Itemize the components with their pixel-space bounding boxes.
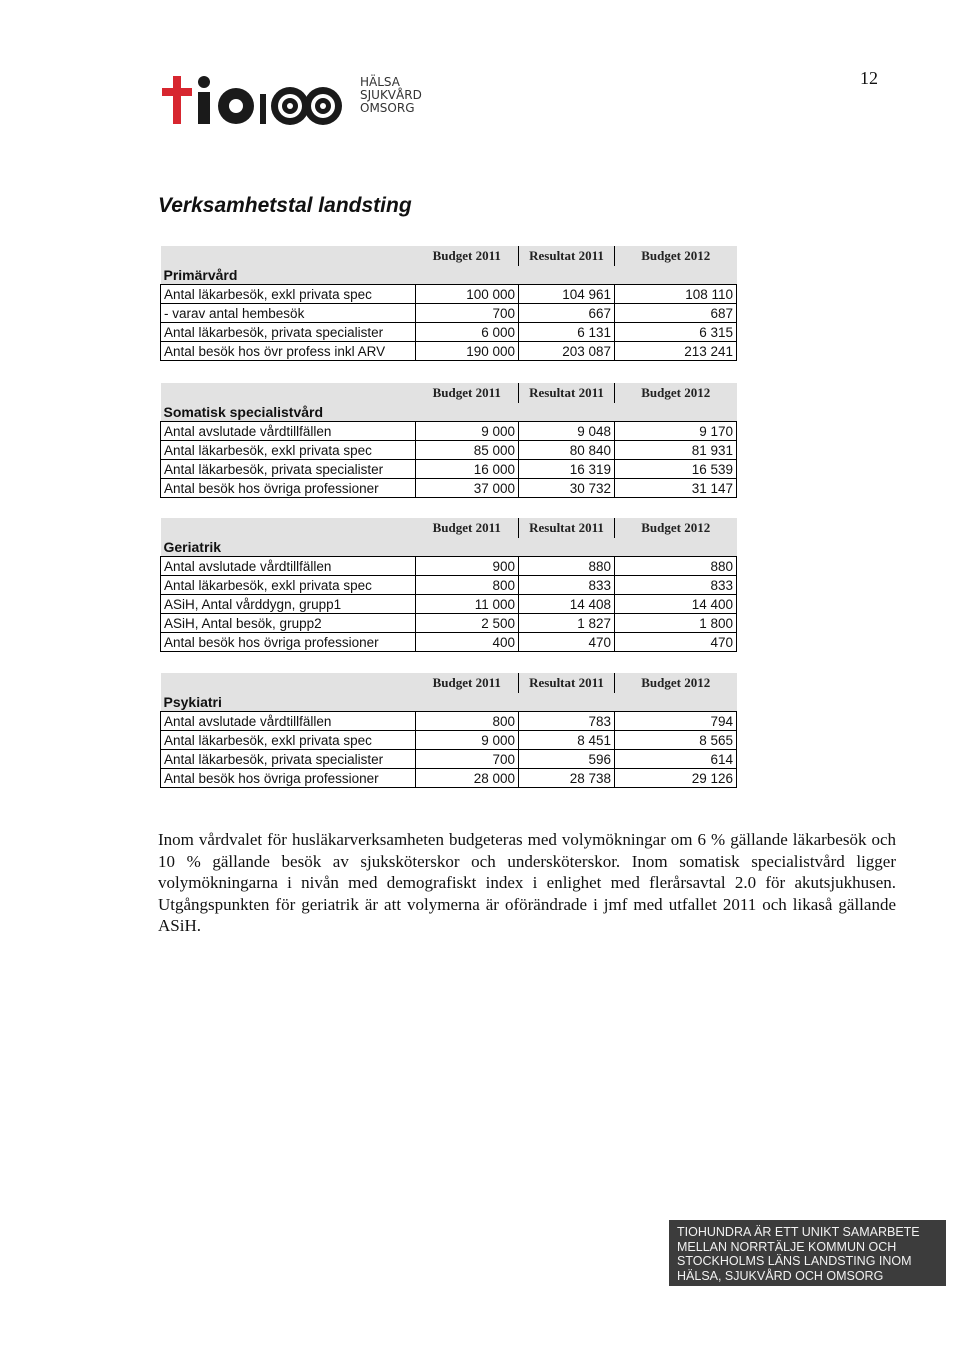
section-title-row [161, 266, 737, 285]
column-header: Budget 2011 [416, 518, 519, 538]
cell-budget-2012: 880 [615, 557, 737, 576]
cell-resultat-2011: 80 840 [519, 441, 615, 460]
section-psykiatri [160, 673, 736, 788]
row-label: Antal besök hos övriga professioner [161, 633, 416, 652]
cell-resultat-2011: 30 732 [519, 479, 615, 498]
cell-budget-2011: 900 [416, 557, 519, 576]
page-number: 12 [860, 68, 878, 88]
column-header: Resultat 2011 [519, 518, 615, 538]
cell-budget-2011: 9 000 [416, 422, 519, 441]
cell-budget-2011: 100 000 [416, 285, 519, 304]
table-row [161, 614, 737, 633]
row-label: Antal avslutade vårdtillfällen [161, 422, 416, 441]
logo-tagline-line: HÄLSA [360, 75, 400, 89]
table-row [161, 441, 737, 460]
cell-budget-2012: 16 539 [615, 460, 737, 479]
row-label: Antal avslutade vårdtillfällen [161, 557, 416, 576]
table-row [161, 422, 737, 441]
table-row [161, 342, 737, 361]
cell-budget-2012: 81 931 [615, 441, 737, 460]
footer-line: TIOHUNDRA ÄR ETT UNIKT SAMARBETE [677, 1225, 920, 1239]
cell-budget-2011: 800 [416, 712, 519, 731]
footer-box [669, 1220, 946, 1286]
cell-budget-2012: 1 800 [615, 614, 737, 633]
cell-budget-2011: 9 000 [416, 731, 519, 750]
table-row [161, 769, 737, 788]
cell-budget-2012: 108 110 [615, 285, 737, 304]
table-row [161, 576, 737, 595]
cell-budget-2012: 687 [615, 304, 737, 323]
cell-resultat-2011: 203 087 [519, 342, 615, 361]
section-title-row [161, 403, 737, 422]
column-header: Budget 2011 [416, 246, 519, 266]
cell-budget-2011: 400 [416, 633, 519, 652]
cell-resultat-2011: 16 319 [519, 460, 615, 479]
cell-resultat-2011: 596 [519, 750, 615, 769]
tiohundra-logo [160, 66, 440, 136]
cell-resultat-2011: 14 408 [519, 595, 615, 614]
row-label: Antal läkarbesök, privata specialister [161, 750, 416, 769]
cell-budget-2011: 800 [416, 576, 519, 595]
data-table [160, 673, 737, 788]
tiohundra-logo-mark-icon [160, 66, 360, 136]
header-blank [161, 383, 416, 403]
cell-budget-2012: 833 [615, 576, 737, 595]
column-header: Budget 2012 [615, 383, 737, 403]
cell-budget-2011: 190 000 [416, 342, 519, 361]
footer-line: MELLAN NORRTÄLJE KOMMUN OCH [677, 1239, 897, 1254]
cell-budget-2011: 16 000 [416, 460, 519, 479]
column-header: Resultat 2011 [519, 673, 615, 693]
cell-budget-2011: 6 000 [416, 323, 519, 342]
data-table [160, 246, 737, 361]
table-row [161, 633, 737, 652]
cell-resultat-2011: 470 [519, 633, 615, 652]
column-header: Budget 2011 [416, 383, 519, 403]
cell-budget-2012: 9 170 [615, 422, 737, 441]
column-header: Budget 2012 [615, 518, 737, 538]
cell-resultat-2011: 783 [519, 712, 615, 731]
section-title: Geriatrik [161, 538, 416, 557]
cell-resultat-2011: 28 738 [519, 769, 615, 788]
table-row [161, 479, 737, 498]
section-somatisk-specialistvard [160, 383, 736, 498]
cell-budget-2012: 470 [615, 633, 737, 652]
table-row [161, 304, 737, 323]
row-label: Antal läkarbesök, privata specialister [161, 460, 416, 479]
row-label: ASiH, Antal vårddygn, grupp1 [161, 595, 416, 614]
table-row [161, 731, 737, 750]
cell-resultat-2011: 104 961 [519, 285, 615, 304]
cell-budget-2011: 2 500 [416, 614, 519, 633]
column-header: Resultat 2011 [519, 246, 615, 266]
row-label: Antal avslutade vårdtillfällen [161, 712, 416, 731]
section-title: Psykiatri [161, 693, 416, 712]
table-row [161, 557, 737, 576]
section-title: Somatisk specialistvård [161, 403, 416, 422]
header-blank [161, 246, 416, 266]
section-title-row [161, 693, 737, 712]
data-table [160, 518, 737, 652]
cell-resultat-2011: 1 827 [519, 614, 615, 633]
table-row [161, 285, 737, 304]
section-title: Primärvård [161, 266, 416, 285]
cell-resultat-2011: 667 [519, 304, 615, 323]
table-header-row [161, 518, 737, 538]
cell-budget-2012: 8 565 [615, 731, 737, 750]
table-row [161, 460, 737, 479]
cell-resultat-2011: 9 048 [519, 422, 615, 441]
column-header: Budget 2012 [615, 246, 737, 266]
cell-budget-2012: 213 241 [615, 342, 737, 361]
footer-line: HÄLSA, SJUKVÅRD OCH OMSORG [677, 1268, 884, 1283]
table-header-row [161, 246, 737, 266]
header-blank [161, 518, 416, 538]
cell-budget-2012: 614 [615, 750, 737, 769]
cell-budget-2012: 6 315 [615, 323, 737, 342]
cell-budget-2012: 29 126 [615, 769, 737, 788]
row-label: - varav antal hembesök [161, 304, 416, 323]
footer-line: STOCKHOLMS LÄNS LANDSTING INOM [677, 1254, 912, 1268]
section-title-row [161, 538, 737, 557]
cell-resultat-2011: 880 [519, 557, 615, 576]
row-label: Antal läkarbesök, exkl privata spec [161, 731, 416, 750]
table-row [161, 323, 737, 342]
row-label: Antal besök hos övr profess inkl ARV [161, 342, 416, 361]
table-header-row [161, 673, 737, 693]
table-header-row [161, 383, 737, 403]
row-label: Antal läkarbesök, exkl privata spec [161, 285, 416, 304]
body-paragraph: Inom vårdvalet för husläkarverksamheten budgeteras med volymökningar om 6 % gällande läkarbesök och 10 % gällande besök av sjuksköterskor och undersköterskor. Inom somatisk specialistvård ligger volymökningarna i nivån med demografiskt index i enlighet med flerårsavtal 2.0 för akutsjukhusen. Utgångspunkten för geriatrik är att volymerna är oförändrade i jmf med utfallet 2011 och likaså gällande ASiH. [158, 830, 896, 935]
logo-tagline-line: OMSORG [360, 101, 415, 115]
table-row [161, 595, 737, 614]
table-row [161, 750, 737, 769]
cell-budget-2011: 700 [416, 750, 519, 769]
section-geriatrik [160, 518, 736, 652]
row-label: ASiH, Antal besök, grupp2 [161, 614, 416, 633]
cell-resultat-2011: 6 131 [519, 323, 615, 342]
header-blank [161, 673, 416, 693]
row-label: Antal besök hos övriga professioner [161, 479, 416, 498]
cell-budget-2011: 28 000 [416, 769, 519, 788]
cell-budget-2012: 14 400 [615, 595, 737, 614]
cell-budget-2011: 85 000 [416, 441, 519, 460]
row-label: Antal läkarbesök, exkl privata spec [161, 441, 416, 460]
data-table [160, 383, 737, 498]
row-label: Antal besök hos övriga professioner [161, 769, 416, 788]
cell-budget-2012: 794 [615, 712, 737, 731]
cell-resultat-2011: 833 [519, 576, 615, 595]
cell-resultat-2011: 8 451 [519, 731, 615, 750]
cell-budget-2012: 31 147 [615, 479, 737, 498]
logo-tagline [360, 76, 422, 115]
cell-budget-2011: 700 [416, 304, 519, 323]
page-title: Verksamhetstal landsting [158, 194, 412, 217]
section-primarvard [160, 246, 736, 361]
logo-tagline-line: SJUKVÅRD [360, 88, 422, 102]
column-header: Budget 2012 [615, 673, 737, 693]
table-row [161, 712, 737, 731]
column-header: Budget 2011 [416, 673, 519, 693]
cell-budget-2011: 37 000 [416, 479, 519, 498]
row-label: Antal läkarbesök, exkl privata spec [161, 576, 416, 595]
cell-budget-2011: 11 000 [416, 595, 519, 614]
row-label: Antal läkarbesök, privata specialister [161, 323, 416, 342]
column-header: Resultat 2011 [519, 383, 615, 403]
